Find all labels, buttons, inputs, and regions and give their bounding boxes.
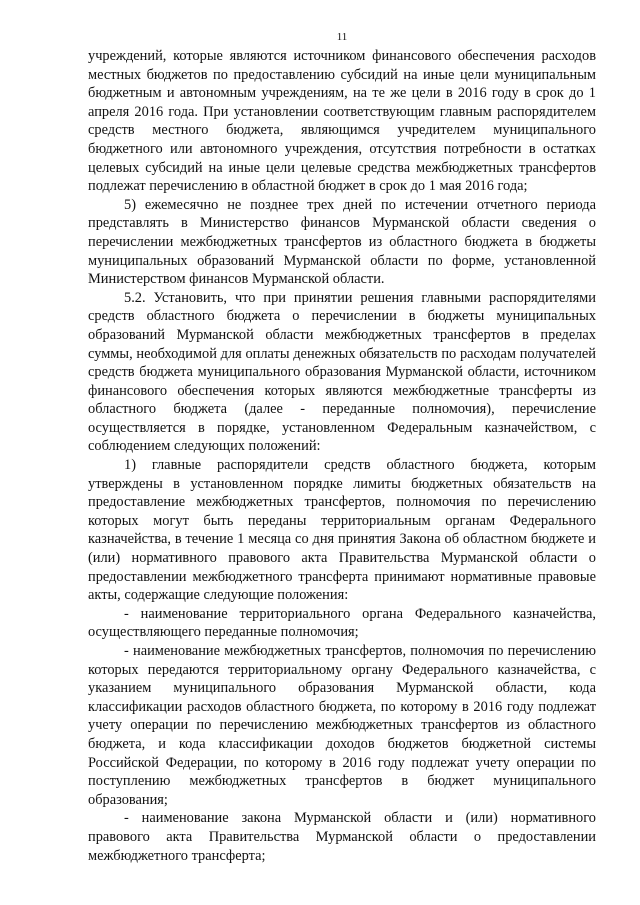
paragraph-bullet-transfers-name: - наименование межбюджетных трансфертов, полномочия по перечислению которых передаются территориальному органу Федерального казначейства, с указанием муниципального образования Мурманской области, кода классификации расходов областного бюджета, по которому в 2016 году подлежат учету операции по перечислению межбюджетных трансфертов из областного бюджета, и кода классификации доходов бюджетов бюджетной системы Российской Федерации, по которому в 2016 году подлежат учету операции по поступлению межбюджетных трансфертов в бюджет муниципального образования;	[88, 643, 596, 808]
paragraph-item-5: 5) ежемесячно не позднее трех дней по истечении отчетного периода представлять в Министерство финансов Мурманской области сведения о перечислении межбюджетных трансфертов из областного бюджета в бюджеты муниципальных образований Мурманской области по форме, установленной Министерством финансов Мурманской области.	[88, 196, 596, 288]
paragraph-continuation: учреждений, которые являются источником финансового обеспечения расходов местных бюджетов по предоставлению субсидий на иные цели муниципальным бюджетным и автономным учреждениям, на те же цели в 2016 году в срок до 1 апреля 2016 года. При установлении соответствующим главным распорядителем средств местного бюджета, являющимся учредителем муниципального бюджетного или автономного учреждения, отсутствия потребности в остатках целевых субсидий на иные цели целевые средства межбюджетных трансфертов подлежат перечислению в областной бюджет в срок до 1 мая 2016 года;	[88, 48, 596, 195]
paragraph-item-1: 1) главные распорядители средств областного бюджета, которым утверждены в установленном порядке лимиты бюджетных обязательств на предоставление межбюджетных трансфертов, полномочия по перечислению которых могут быть переданы территориальным органам Федерального казначейства, в течение 1 месяца со дня принятия Закона об областном бюджете и (или) нормативного правового акта Правительства Мурманской области о предоставлении межбюджетного трансферта принимают нормативные правовые акты, содержащие следующие положения:	[88, 457, 596, 604]
page-number: 11	[336, 31, 348, 43]
paragraph-bullet-territorial-body: - наименование территориального органа Федерального казначейства, осуществляющего переданные полномочия;	[88, 605, 596, 641]
paragraph-bullet-law-name: - наименование закона Мурманской области и (или) нормативного правового акта Правительства Мурманской области о предоставлении межбюджетного трансферта;	[88, 810, 596, 864]
document-body	[88, 47, 596, 865]
paragraph-section-5-2: 5.2. Установить, что при принятии решения главными распорядителями средств областного бюджета о перечислении в бюджеты муниципальных образований Мурманской области межбюджетных трансфертов в пределах суммы, необходимой для оплаты денежных обязательств по расходам получателей средств бюджета муниципального образования Мурманской области, источником финансового обеспечения которых являются межбюджетные трансферты из областного бюджета (далее - переданные полномочия), перечисление осуществляется в порядке, установленном Федеральным казначейством, с соблюдением следующих положений:	[88, 289, 596, 455]
